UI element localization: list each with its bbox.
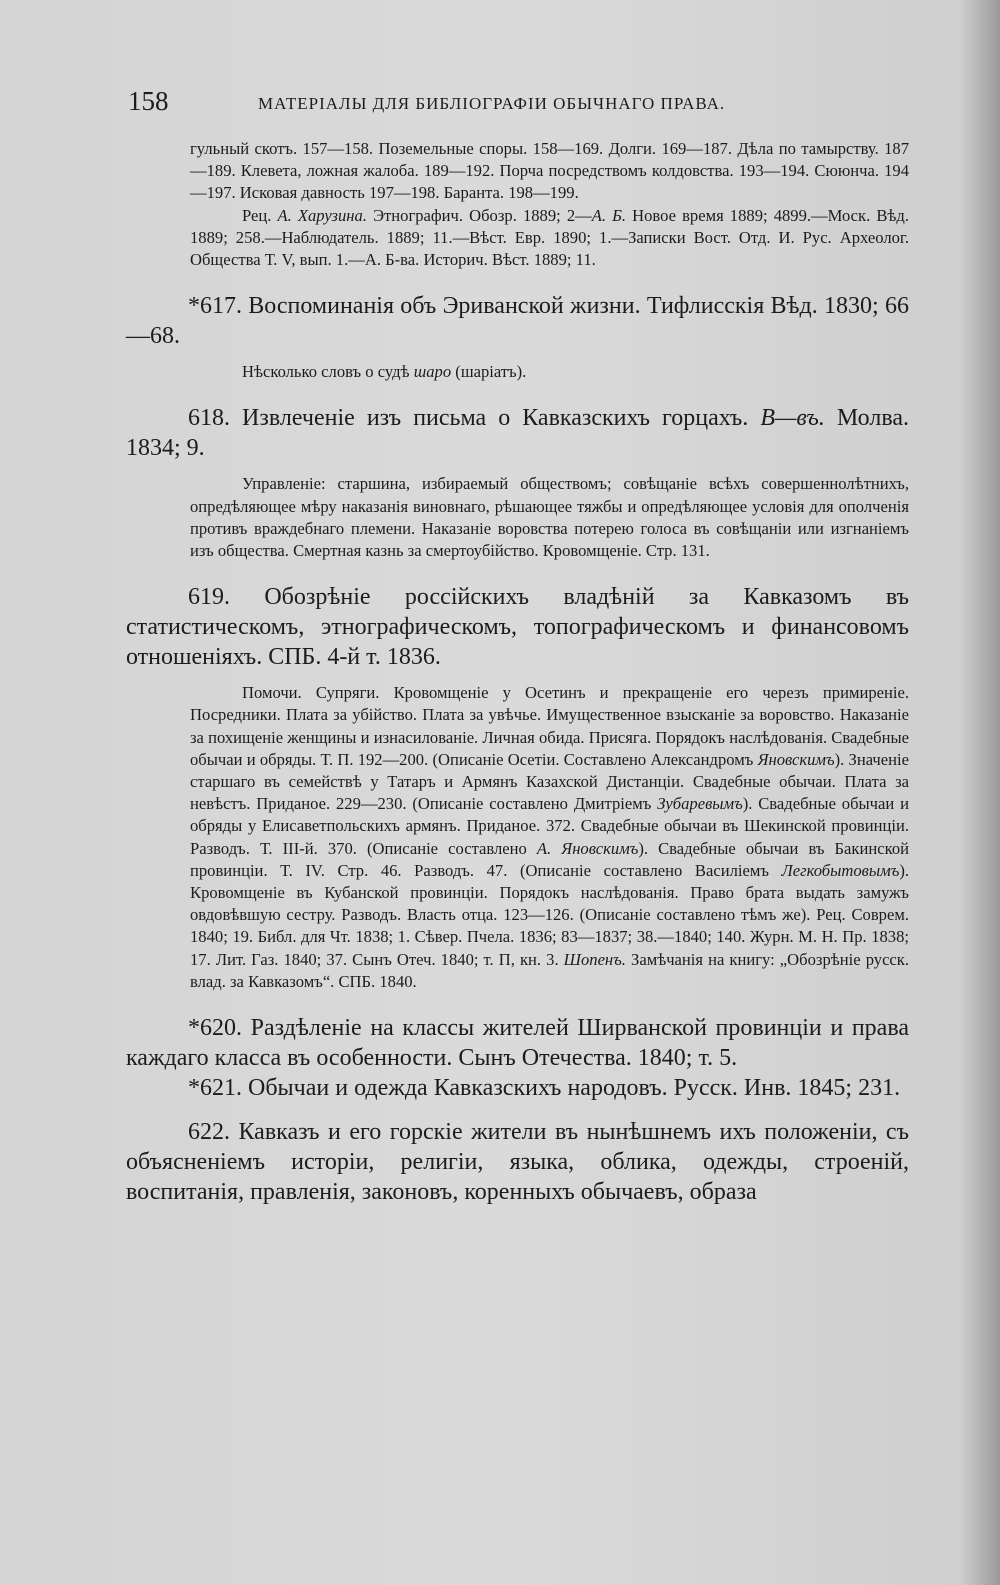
entry-note-text — [190, 682, 909, 993]
entry-title-622: 622. Кавказъ и его горскіе жители въ нынѣшнемъ ихъ положеніи, съ объясненіемъ исторіи, религіи, языка, облика, одежды, строеній, воспитанія, правленія, законовъ, коренныхъ обычаевъ, образа — [126, 1119, 909, 1206]
author-name: Шопенъ. — [563, 949, 626, 969]
note-text: ). Свадебные обычаи въ Бакинской провинціи. Т. IV. Стр. 46. Разводъ. 47. (Описаніе составлено Василіемъ — [190, 838, 910, 880]
note-text: Нѣсколько словъ о судѣ — [242, 362, 414, 382]
entry-note-617 — [126, 361, 909, 383]
review-text: Этнографич. Обозр. 1889; 2— — [366, 205, 592, 225]
review-text: Новое время 1889; 4899.—Моск. Вѣд. 1889; 258.—Наблюдатель. 1889; 11.—Вѣст. Евр. 1890; 1.—Записки Вост. Отд. И. Рус. Археолог. Общества Т. V, вып. 1.—А. Б-ва. Историч. Вѣст. 1889; 11. — [190, 205, 910, 270]
entry-note-text — [190, 361, 909, 383]
continuation-reviews — [190, 205, 909, 272]
entry-title-text: 618. Извлеченіе изъ письма о Кавказскихъ горцахъ. — [188, 405, 761, 432]
entry-title-617: *617. Воспоминанія объ Эриванской жизни. Тифлисскія Вѣд. 1830; 66—68. — [126, 293, 909, 350]
note-text: ). Кровомщеніе въ Кубанской провинціи. Порядокъ наслѣдованія. Право брата выдать замужъ овдовѣвшую сестру. Разводъ. Власть отца. 123—126. (Описаніе составлено тѣмъ же). Рец. Соврем. 1840; 19. Библ. для Чт. 1838; 1. Сѣвер. Пчела. 1836; 83—1837; 38.—1840; 140. Журн. М. Н. Пр. 1838; 17. Лит. Газ. 1840; 37. Сынъ Отеч. 1840; т. П, кн. 3. — [190, 860, 909, 969]
note-text: (шаріатъ). — [451, 362, 527, 382]
note-text: ). Значеніе старшаго въ семействѣ у Татаръ и Армянъ Казахской Дистанціи. Свадебные обычаи. Плата за невѣстъ. Приданое. 229—230. (Описаніе составлено Дмитріемъ — [190, 749, 909, 814]
entry-note-618 — [126, 473, 909, 562]
entry-title-620: *620. Раздѣленіе на классы жителей Ширванской провинціи и права каждаго класса въ особенности. Сынъ Отечества. 1840; т. 5. — [126, 1015, 909, 1072]
page-number: 158 — [128, 86, 169, 116]
continuation-block — [126, 138, 909, 271]
entry-title-618 — [126, 403, 909, 463]
page-header — [128, 86, 908, 126]
review-prefix: Рец. — [242, 205, 278, 225]
note-text: Помочи. Супряги. Кровомщеніе у Осетинъ и прекращеніе его черезъ примиреніе. Посредники. Плата за убійство. Плата за увѣчье. Имущественное взысканіе за воровство. Наказаніе за похищеніе женщины и изнасилованіе. Личная обида. Присяга. Порядокъ наслѣдованія. Свадебные обычаи и обряды. Т. П. 192—200. (Описаніе Осетіи. Составлено Александромъ — [190, 683, 909, 769]
page-body — [126, 138, 909, 1207]
continuation-text: гульный скотъ. 157—158. Поземельные споры. 158—169. Долги. 169—187. Дѣла по тамырству. 187—189. Клевета, ложная жалоба. 189—192. Порча посредствомъ колдовства. 193—194. Сююнча. 194—197. Исковая давность 197—198. Баранта. 198—199. — [190, 139, 909, 203]
entry-title-619: 619. Обозрѣніе россійскихъ владѣній за Кавказомъ въ статистическомъ, этнографическомъ, топографическомъ и финансовомъ отношеніяхъ. СПБ. 4-й т. 1836. — [126, 584, 909, 671]
note-text: ). Свадебные обычаи и обряды у Елисаветпольскихъ армянъ. Приданое. 372. Свадебные обычаи въ Шекинской провинціи. Разводъ. Т. III-й. 370. (Описаніе составлено — [190, 794, 909, 858]
running-title: МАТЕРІАЛЫ ДЛЯ БИБЛІОГРАФІИ ОБЫЧНАГО ПРАВА. — [258, 94, 726, 113]
note-term: шаро — [413, 362, 452, 382]
entry-note-text: Управленіе: старшина, избираемый обществомъ; совѣщаніе всѣхъ совершеннолѣтнихъ, опредѣляющее мѣру наказанія виновнаго, рѣшающее тяжбы и опредѣляющее условія для ополченія противъ враждебнаго племени. Наказаніе воровства потерею голоса въ совѣщаніи или изгнаніемъ изъ общества. Смертная казнь за смертоубійство. Кровомщеніе. Стр. 131. — [190, 474, 909, 561]
entry-author: В—въ. — [760, 405, 825, 432]
review-author: А. Харузина. — [277, 205, 367, 225]
entry-note-619 — [126, 682, 909, 993]
entry-source: Молва. 1834; 9. — [126, 405, 910, 462]
author-name: Легкобытовымъ — [781, 860, 900, 880]
note-text: Замѣчанія на книгу: „Обозрѣніе русск. влад. за Кавказомъ“. СПБ. 1840. — [190, 949, 910, 991]
entry-title-621: *621. Обычаи и одежда Кавказскихъ народовъ. Русск. Инв. 1845; 231. — [188, 1075, 901, 1102]
author-name: Яновскимъ — [757, 749, 835, 769]
author-name: А. Яновскимъ — [536, 838, 639, 858]
author-name: Зубаревымъ — [657, 794, 743, 814]
review-author: А. Б. — [591, 205, 627, 225]
